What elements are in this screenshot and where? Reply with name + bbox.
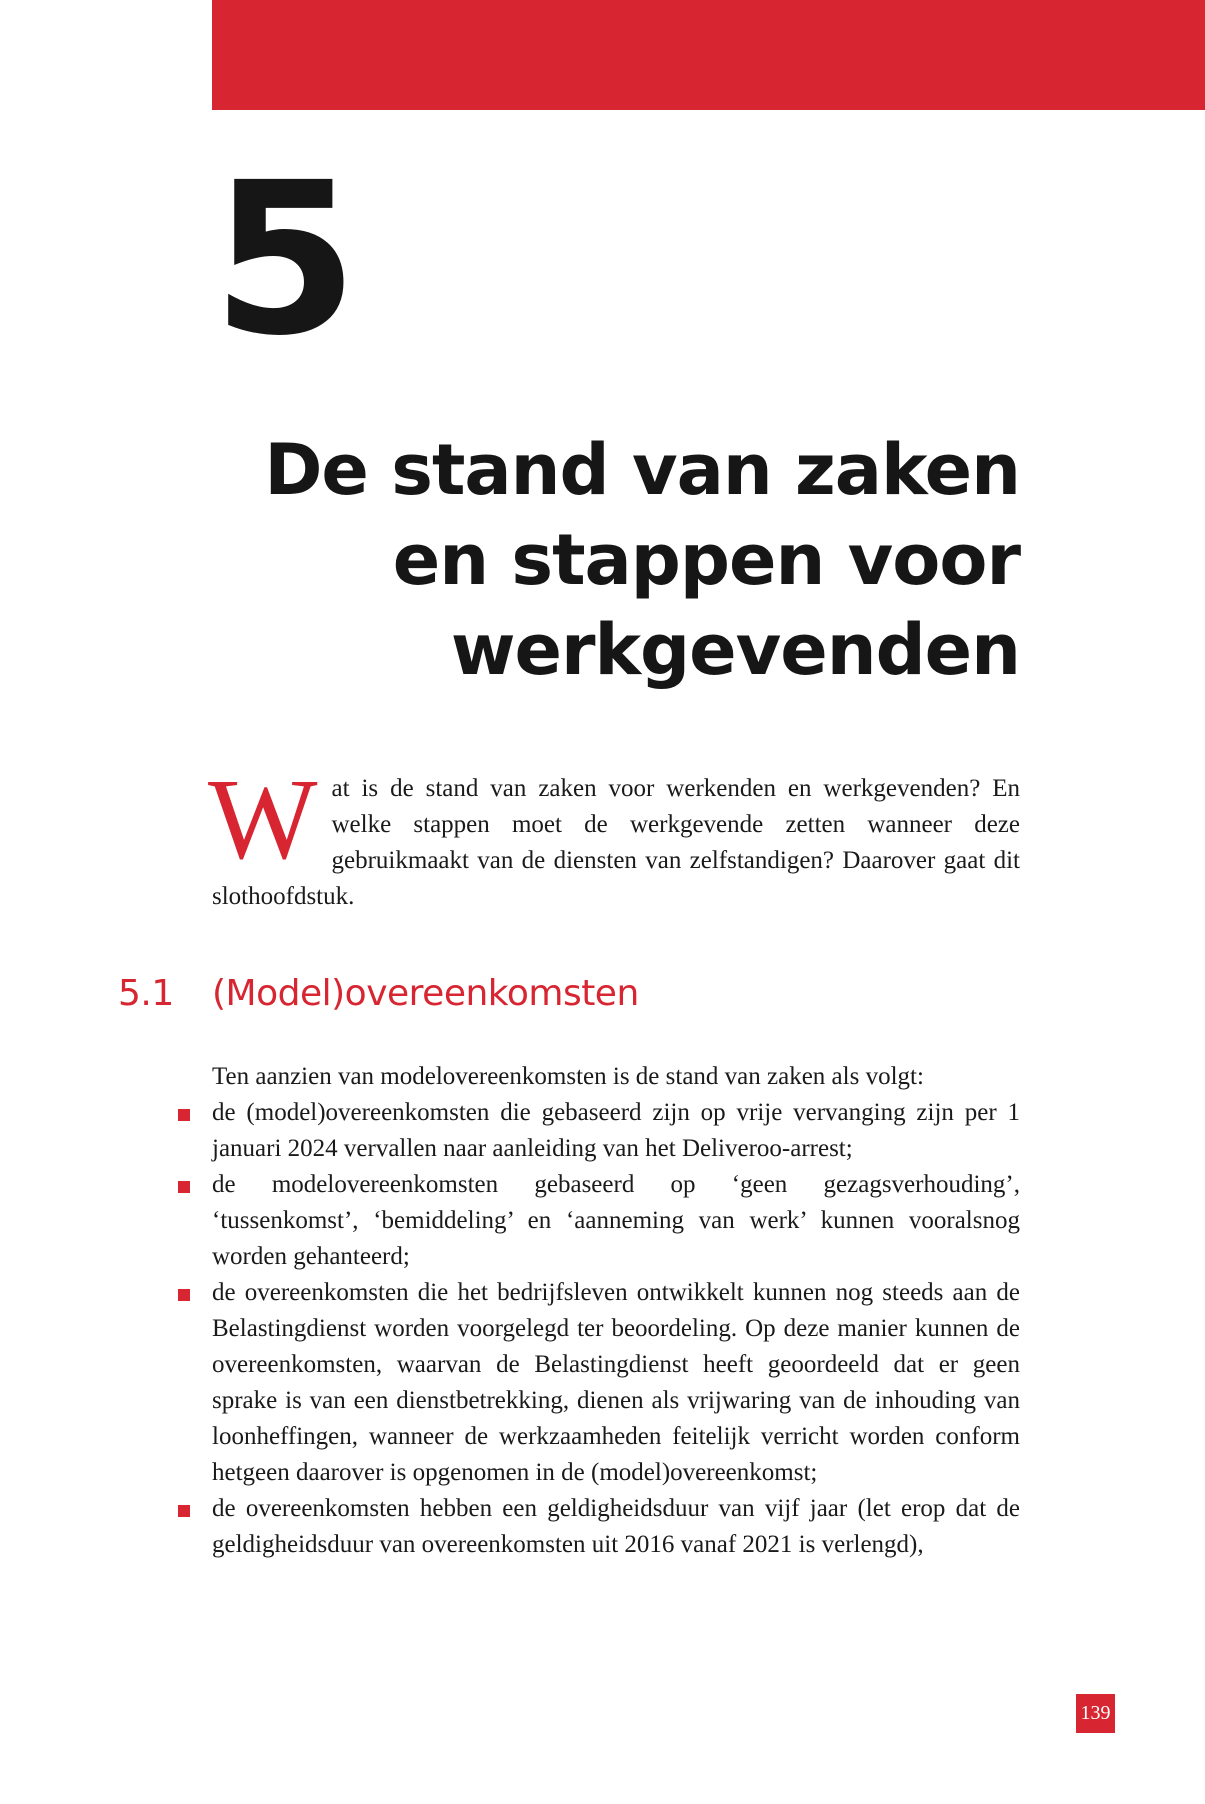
- chapter-title-line: De stand van zaken: [264, 429, 1020, 511]
- chapter-title-line: werkgevenden: [450, 609, 1020, 691]
- intro-paragraph: [208, 756, 1020, 915]
- top-color-band: [212, 0, 1205, 110]
- section-title: (Model)overeenkomsten: [212, 973, 639, 1014]
- section-heading: [118, 973, 639, 1014]
- chapter-number: 5: [212, 137, 355, 382]
- bullet-item: de overeenkomsten die het bedrijfsleven ontwikkelt kunnen nog steeds aan de Belastingdienst worden voorgelegd ter beoordeling. Op deze manier kunnen de overeenkomsten, waarvan de Belastingdienst heeft geoordeeld dat er geen sprake is van een dienstbetrekking, dienen als vrijwaring van de inhouding van loonheffingen, wanneer de werkzaamheden feitelijk verricht worden conform hetgeen daarover is opgenomen in de (model)overeenkomst;: [212, 1275, 1020, 1491]
- drop-cap: W: [208, 756, 318, 884]
- bullet-list: [212, 1095, 1020, 1563]
- page-number: 139: [1076, 1694, 1115, 1733]
- chapter-title: [220, 425, 1020, 695]
- bullet-item: de overeenkomsten hebben een geldigheidsduur van vijf jaar (let erop dat de geldigheidsduur van overeenkomsten uit 2016 vanaf 2021 is verlengd),: [212, 1491, 1020, 1563]
- body-lead-sentence: Ten aanzien van modelovereenkomsten is de stand van zaken als volgt:: [212, 1063, 924, 1090]
- section-number: 5.1: [118, 973, 174, 1014]
- bullet-item: de modelovereenkomsten gebaseerd op ‘geen gezagsverhouding’, ‘tussenkomst’, ‘bemiddeling’ en ‘aanneming van werk’ kunnen vooralsnog worden gehanteerd;: [212, 1167, 1020, 1275]
- intro-text: at is de stand van zaken voor werkenden en werkgevenden? En welke stappen moet de werkgevende zetten wanneer deze gebruikmaakt van de diensten van zelfstandigen? Daarover gaat dit slothoofdstuk.: [212, 775, 1020, 910]
- bullet-item: de (model)overeenkomsten die gebaseerd zijn op vrije vervanging zijn per 1 januari 2024 vervallen naar aanleiding van het Deliveroo-arrest;: [212, 1095, 1020, 1167]
- chapter-title-line: en stappen voor: [392, 519, 1020, 601]
